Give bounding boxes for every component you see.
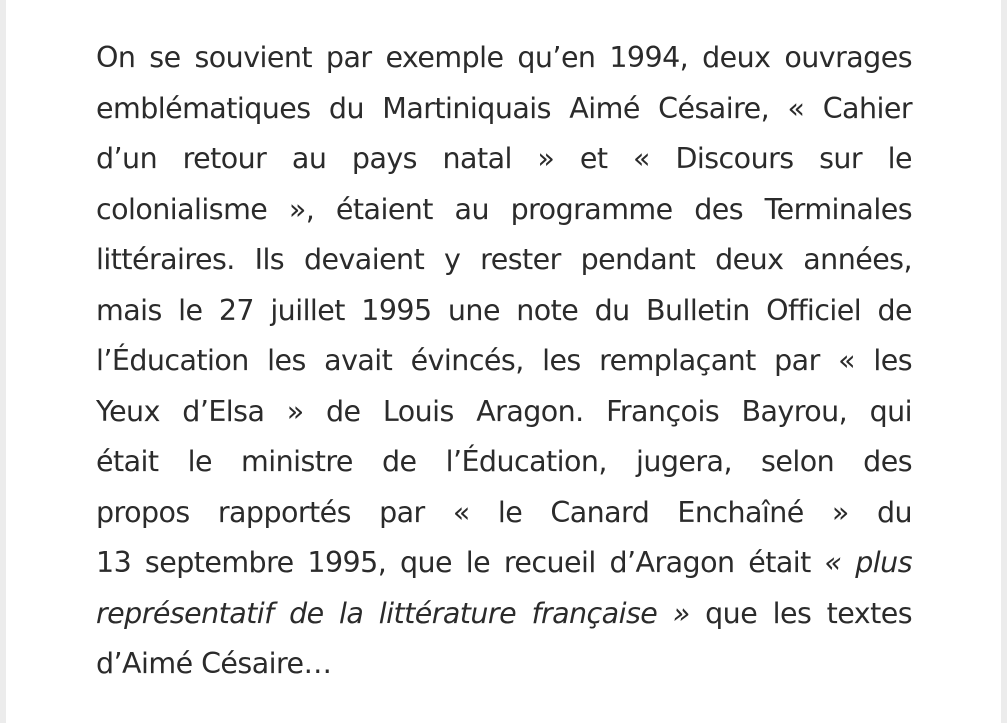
paragraph-line-10: propos rapportés par « le Canard Enchaîné » du <box>96 495 912 529</box>
paragraph-line-13: d’Aimé Césaire… <box>96 647 332 680</box>
paragraph-line-1: On se souvient par exemple qu’en 1994, deux ouvrages <box>96 41 912 74</box>
paragraph-line-2: emblématiques du Martiniquais Aimé Césaire, « Cahier <box>96 91 912 125</box>
paragraph-line-11 <box>96 538 912 589</box>
left-page-border <box>0 0 6 723</box>
article-paragraph <box>96 33 912 690</box>
paragraph-line-6: mais le 27 juillet 1995 une note du Bulletin Officiel de <box>96 293 912 327</box>
paragraph-line-5: littéraires. Ils devaient y rester pendant deux années, <box>96 243 912 276</box>
paragraph-line-7: l’Éducation les avait évincés, les remplaçant par « les <box>96 344 912 377</box>
paragraph-line-3: d’un retour au pays natal » et « Discours sur le <box>96 142 912 175</box>
paragraph-line-9: était le ministre de l’Éducation, jugera, selon des <box>96 445 912 478</box>
paragraph-line-12 <box>96 589 912 640</box>
quote-italic-start: « plus <box>824 546 912 579</box>
line-12-text: que les textes <box>689 596 912 630</box>
paragraph-line-8: Yeux d’Elsa » de Louis Aragon. François Bayrou, qui <box>96 394 912 428</box>
line-11-text: 13 septembre 1995, que le recueil d’Aragon était <box>96 546 825 579</box>
right-page-border <box>1001 0 1007 723</box>
quote-italic-end: représentatif de la littérature française » <box>96 596 690 630</box>
paragraph-line-4: colonialisme », étaient au programme des Terminales <box>96 192 912 226</box>
